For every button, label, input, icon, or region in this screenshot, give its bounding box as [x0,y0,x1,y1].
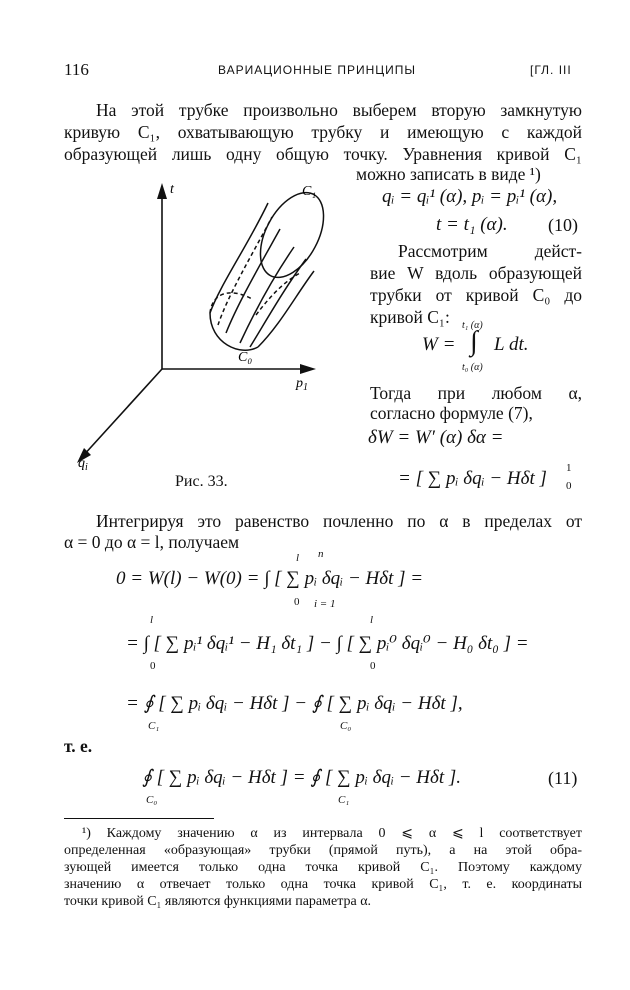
axis-t-label: t [170,182,174,197]
row3-contour1-sub: C₁ [148,720,160,732]
w-lower-limit: t₀ (α) [462,362,483,373]
right-p4: кривой C₁: [370,307,450,327]
figure-33 [60,175,360,475]
row1-sum-upper: n [318,548,324,560]
integrating-line-2: α = 0 до α = l, получаем [64,532,240,552]
row4-contour1-sub: C₀ [146,794,158,806]
dw-upper-limit: 1 [566,462,572,474]
w-body: L dt. [494,334,529,355]
intro-line-3: образующей лишь одну общую точку. Уравнения кривой C₁ [64,144,582,164]
axis-p-label: $p_1$ [296,376,308,393]
running-title: ВАРИАЦИОННЫЕ ПРИНЦИПЫ [218,63,417,77]
t-axis-arrow [157,183,167,199]
row2-int2-lower: 0 [370,660,376,672]
te-label: т. е. [64,736,93,756]
eq-row-4: ∮ [ ∑ pᵢ δqᵢ − Hδt ] = ∮ [ ∑ pᵢ δqᵢ − Hδt ]. [142,767,462,788]
eq10-line2: t = t₁ (α). [436,214,508,235]
eq-row-3: = ∮ [ ∑ pᵢ δqᵢ − Hδt ] − ∮ [ ∑ pᵢ δqᵢ − Hδt ], [126,693,463,714]
row1-int-upper: l [296,552,300,564]
tube [210,182,337,350]
eq-row-2: = ∫ [ ∑ pᵢ¹ δqᵢ¹ − H₁ δt₁ ] − ∫ [ ∑ pᵢ⁰ δqᵢ⁰ − H₀ δt₀ ] = [126,633,529,654]
w-lhs: W = [422,334,456,355]
intro-line-1: На этой трубке произвольно выберем вторую замкнутую [96,100,582,120]
dw-lower-limit: 0 [566,480,572,492]
eq11-number: (11) [548,768,578,788]
footnote-line-4: значению α отвечает только одна точка кривой C₁, т. е. координаты [64,877,582,892]
intro-line-2: кривую C₁, охватывающую трубку и имеющую с каждой [64,122,582,142]
row1-sum-lower: i = 1 [314,598,336,610]
right-p2: вие W вдоль образующей [370,263,582,283]
curve-c0-label: C₀ [238,350,253,365]
page-number: 116 [64,60,89,79]
then-line2: согласно формуле (7), [370,403,533,423]
q-axis [82,369,162,457]
axis-q-label: $q_i$ [78,456,88,473]
right-p3: трубки от кривой C₀ до [370,285,582,305]
footnote-line-2: определенная «образующая» трубки (прямой путь), а на этой обра- [64,843,582,858]
right-p1: Рассмотрим дейст- [398,241,582,261]
intro-line-4: можно записать в виде ¹) [356,164,541,184]
dw-eq-line1: δW = W′ (α) δα = [368,427,504,448]
figure-caption: Рис. 33. [175,473,228,490]
w-upper-limit: t₁ (α) [462,320,483,331]
row2-int1-lower: 0 [150,660,156,672]
integrating-line-1: Интегрируя это равенство почленно по α в пределах от [96,511,582,531]
row4-contour2-sub: C₁ [338,794,350,806]
curve-c1-label: C₁ [302,184,317,199]
w-integral-sign: ∫ [470,326,478,357]
row1-int-lower: 0 [294,596,300,608]
footnote-rule [64,818,214,819]
row2-int1-upper: l [150,614,154,626]
footnote-line-3: зующей имеется только одна точка кривой C₁. Поэтому каждому [64,860,582,875]
then-line1: Тогда при любом α, [370,383,582,403]
eq10-line1: qᵢ = qᵢ¹ (α), pᵢ = pᵢ¹ (α), [382,186,558,207]
p-axis-arrow [300,364,316,374]
dw-eq-line2: = [ ∑ pᵢ δqᵢ − Hδt ] [398,468,547,489]
footnote-line-1: ¹) Каждому значению α из интервала 0 ⩽ α ⩽ l соответствует [82,826,582,841]
chapter-label: [ГЛ. III [530,63,572,77]
eq-row-1: 0 = W(l) − W(0) = ∫ [ ∑ pᵢ δqᵢ − Hδt ] = [116,568,424,589]
row3-contour2-sub: C₀ [340,720,352,732]
eq10-number: (10) [548,215,578,235]
footnote-line-5: точки кривой C₁ являются функциями параметра α. [64,894,372,909]
row2-int2-upper: l [370,614,374,626]
